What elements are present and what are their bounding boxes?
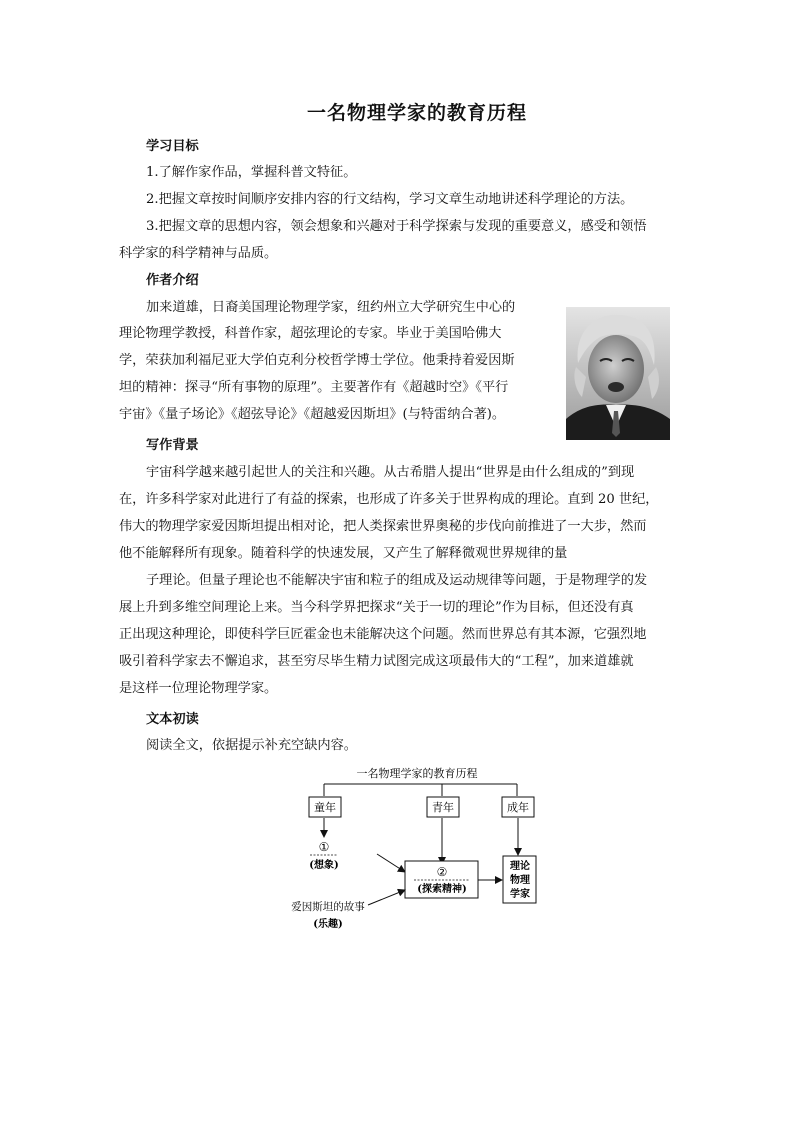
blank-2-marker: ② <box>436 865 448 879</box>
education-flow-diagram <box>280 764 550 936</box>
author-line: 宇宙》《量子场论》《超弦导论》《超越爱因斯坦》(与特雷纳合著)。 <box>119 407 506 422</box>
author-line: 加来道雄，日裔美国理论物理学家，纽约州立大学研究生中心的 <box>146 300 516 315</box>
author-line: 坦的精神：探寻“所有事物的原理”。主要著作有《超越时空》《平行 <box>119 380 509 395</box>
stage-youth-label: 青年 <box>432 801 454 814</box>
blank-2-hint: (探索精神) <box>417 884 467 895</box>
background-line: 宇宙科学越来越引起世人的关注和兴趣。从古希腊人提出“世界是由什么组成的”到现 <box>146 465 635 480</box>
goals-heading: 学习目标 <box>146 139 199 154</box>
goal-item: 科学家的科学精神与品质。 <box>119 246 278 261</box>
stage-adult-label: 成年 <box>507 801 529 814</box>
background-line: 在，许多科学家对此进行了有益的探索，也形成了许多关于世界构成的理论。直到 20 世纪， <box>119 492 659 507</box>
blank-1-hint: (想象) <box>309 860 339 871</box>
result-line: 学家 <box>510 889 530 900</box>
blank-1-marker: ① <box>318 840 330 854</box>
background-line: 正出现这种理论，即使科学巨匠霍金也未能解决这个问题。然而世界总有其本源，它强烈地 <box>119 627 647 642</box>
reading-heading: 文本初读 <box>146 712 199 727</box>
author-line: 学，荣获加利福尼亚大学伯克利分校哲学博士学位。他秉持着爱因斯 <box>119 353 515 368</box>
background-line: 子理论。但量子理论也不能解决宇宙和粒子的组成及运动规律等问题，于是物理学的发 <box>146 573 648 588</box>
result-line: 物理 <box>510 875 530 886</box>
result-line: 理论 <box>510 861 530 872</box>
background-line: 他不能解释所有现象。随着科学的快速发展，又产生了解释微观世界规律的量 <box>119 546 568 561</box>
background-heading: 写作背景 <box>146 438 199 453</box>
page-title: 一名物理学家的教育历程 <box>306 102 527 124</box>
goal-item: 2.把握文章按时间顺序安排内容的行文结构，学习文章生动地讲述科学理论的方法。 <box>146 192 634 207</box>
author-photo <box>566 307 670 440</box>
story-label: 爱因斯坦的故事 <box>291 901 365 913</box>
arrow-story-to-explore <box>368 890 405 905</box>
reading-instruction: 阅读全文，依据提示补充空缺内容。 <box>146 738 357 753</box>
goal-item: 3.把握文章的思想内容，领会想象和兴趣对于科学探索与发现的重要意义，感受和领悟 <box>146 219 647 234</box>
background-line: 伟大的物理学家爱因斯坦提出相对论，把人类探索世界奥秘的步伐向前推进了一大步，然而 <box>119 519 647 534</box>
stage-childhood-label: 童年 <box>314 801 336 814</box>
goal-item: 1.了解作家作品，掌握科普文特征。 <box>146 165 357 180</box>
author-line: 理论物理学教授，科普作家，超弦理论的专家。毕业于美国哈佛大 <box>119 326 502 341</box>
story-hint: (乐趣) <box>313 919 343 930</box>
arrow-imagination-to-explore <box>377 854 405 872</box>
author-heading: 作者介绍 <box>146 273 199 288</box>
diagram-top-label: 一名物理学家的教育历程 <box>356 767 478 780</box>
background-line: 展上升到多维空间理论上来。当今科学界把探求“关于一切的理论”作为目标，但还没有真 <box>119 600 634 615</box>
background-line: 是这样一位理论物理学家。 <box>119 681 278 696</box>
background-line: 吸引着科学家去不懈追求，甚至穷尽毕生精力试图完成这项最伟大的“工程”，加来道雄就 <box>119 654 634 669</box>
